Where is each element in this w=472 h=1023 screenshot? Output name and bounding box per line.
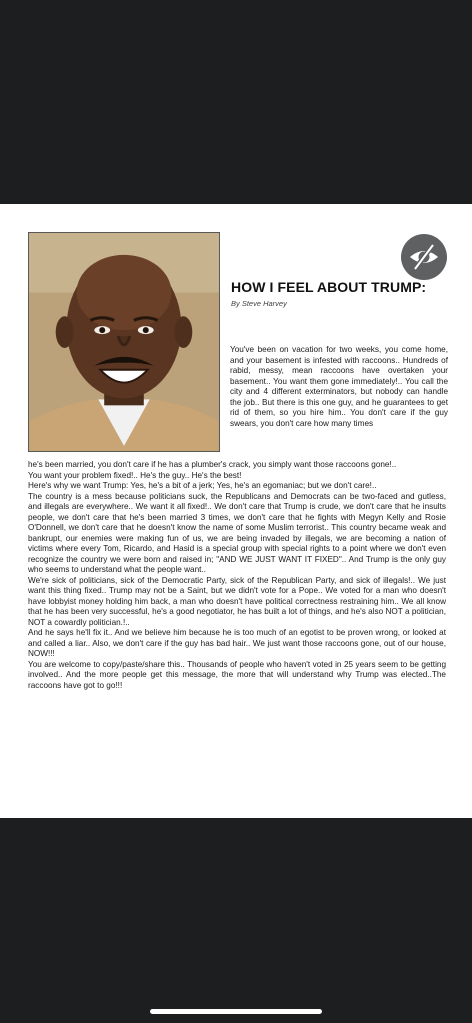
paragraph: You want your problem fixed!.. He's the guy.. He's the best! (28, 470, 242, 480)
paragraph: You are welcome to copy/paste/share this.. Thousands of people who haven't voted in 25 years seem to be getting involved.. And the more people get this message, the more that will understand why Trump was elected..The raccoons have got to go!!! (28, 659, 446, 690)
paragraph: And he says he'll fix it.. And we believe him because he is too much of an egotist to be proven wrong, or looked at and called a liar.. Also, we don't care if the guy has bad hair.. We just want those raccoons gone, out of our house, NOW!!! (28, 628, 446, 658)
home-indicator[interactable] (150, 1009, 322, 1014)
article-body (28, 460, 446, 691)
paragraph: The country is a mess because politicians suck, the Republicans and Democrats can be two-faced and gutless, and illegals are everywhere.. We want it all fixed!.. We don't care that Trump is crude, we don't care that he insults people, we don't care that he's been married 3 times, we don't care that he fights with Megyn Kelly and Rosie O'Donnell, we don't care that he doesn't know the name of some Muslim terrorist.. This country became weak and bankrupt, our enemies were making fun of us, we are being invaded by illegals, we are becoming a nation of victims where every Tom, Ricardo, and Hasid is a special group with special rights to a point where we don't even recognize the country we were born and raised in; "AND WE JUST WANT IT FIXED".. And Trump is the only guy who seems to understand what the people want.. (28, 491, 446, 574)
paragraph: he's been married, you don't care if he has a plumber's crack, you simply want those raccoons gone!.. (28, 460, 397, 469)
article-byline: By Steve Harvey (231, 299, 287, 308)
author-photo (28, 232, 220, 452)
article-intro-column: You've been on vacation for two weeks, you come home, and your basement is infested with raccoons.. Hundreds of rabid, messy, mean raccoons have overtaken your basement.. You want them gone immediately!.. You call the city and 4 different exterminators, but nobody can handle the job.. But there is this one guy, and he guarantees to get rid of them, so you hire him.. You don't care if the guy swears, you don't care how many times (230, 345, 448, 428)
article-title: HOW I FEEL ABOUT TRUMP: (231, 279, 427, 295)
document-page (0, 204, 472, 818)
eye-slash-icon (401, 234, 447, 280)
paragraph: Here's why we want Trump: Yes, he's a bit of a jerk; Yes, he's an egomaniac; but we don't care!.. (28, 481, 377, 490)
paragraph: We're sick of politicians, sick of the Democratic Party, sick of the Republican Party, and sick of illegals!.. We just want this thing fixed.. Trump may not be a Saint, but we didn't vote for a Pope.. We voted for a man who doesn't have lobbyist money holding him back, a man who doesn't have political correctness restraining him.. We all know that he has been very successful, he's a good negotiator, he has built a lot of things, and he's also NOT a politician, NOT a cowardly politician.!.. (28, 575, 446, 627)
